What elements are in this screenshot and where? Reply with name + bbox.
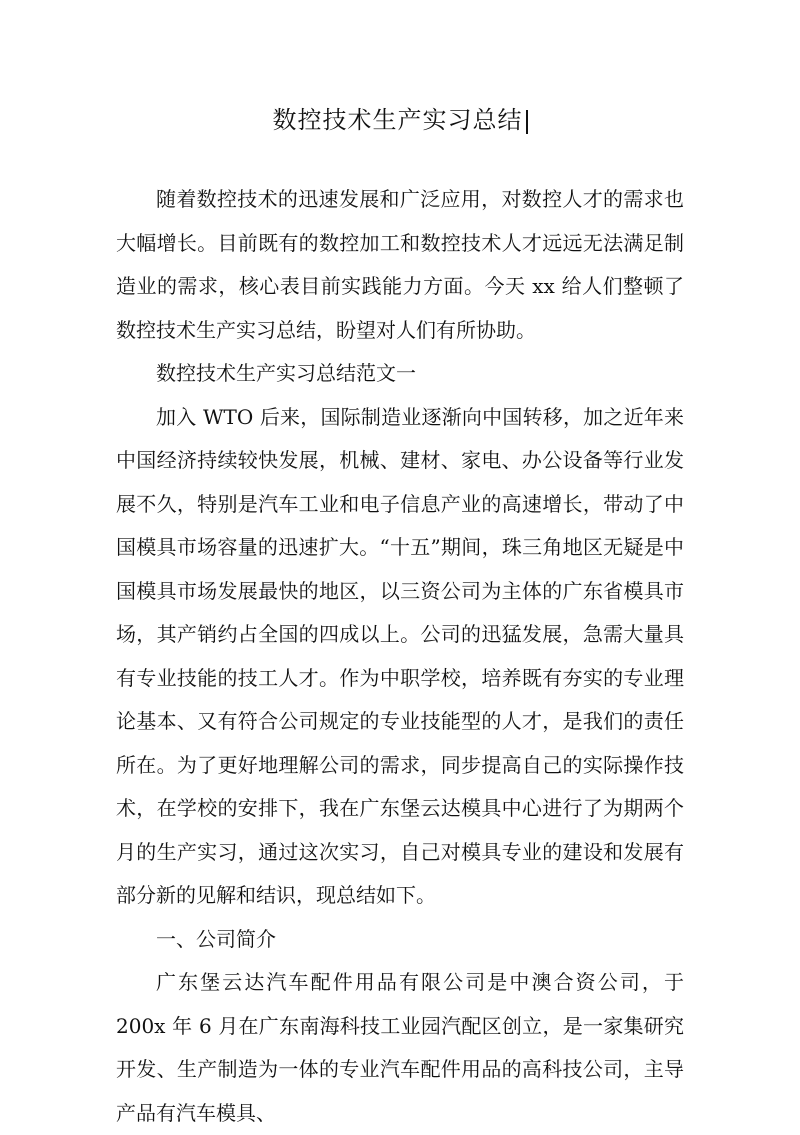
section-heading-sample-one: 数控技术生产实习总结范文一: [156, 361, 416, 385]
body-paragraph: 广东堡云达汽车配件用品有限公司是中澳合资公司，于 200x 年 6 月在广东南海科技工业园汽配区创立，是一家集研究开发、生产制造为一体的专业汽车配件用品的高科技公司，主导产品有汽车模具、: [116, 970, 684, 1125]
section-heading-company-intro: 一、公司简介: [156, 926, 276, 951]
document-title-text: 数控技术生产实习总结: [272, 106, 523, 134]
intro-paragraph: 随着数控技术的迅速发展和广泛应用，对数控人才的需求也大幅增长。目前既有的数控加工和数控技术人才远远无法满足制造业的需求，核心表目前实践能力方面。今天 xx 给人们整顿了数控技术生产实习总结，盼望对人们有所协助。: [116, 187, 684, 342]
body-paragraph: 加入 WTO 后来，国际制造业逐渐向中国转移，加之近年来中国经济持续较快发展，机械、建材、家电、办公设备等行业发展不久，特别是汽车工业和电子信息产业的高速增长，带动了中国模具市场容量的迅速扩大。“十五”期间，珠三角地区无疑是中国模具市场发展最快的地区，以三资公司为主体的广东省模具市场，其产销约占全国的四成以上。公司的迅猛发展，急需大量具有专业技能的技工人才。作为中职学校，培养既有夯实的专业理论基本、又有符合公司规定的专业技能型的人才，是我们的责任所在。为了更好地理解公司的需求，同步提高自己的实际操作技术，在学校的安排下，我在广东堡云达模具中心进行了为期两个月的生产实习，通过这次实习，自己对模具专业的建设和发展有部分新的见解和结识，现总结如下。: [116, 404, 684, 907]
document-title: [0, 100, 800, 140]
document-body: [116, 178, 684, 1135]
text-cursor: [526, 110, 528, 134]
